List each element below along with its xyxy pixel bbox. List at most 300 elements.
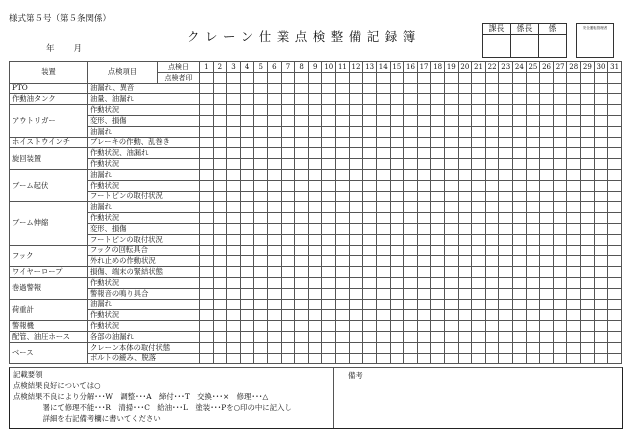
check-cell[interactable]	[281, 202, 295, 213]
check-cell[interactable]	[349, 342, 363, 353]
check-cell[interactable]	[308, 310, 322, 321]
check-cell[interactable]	[417, 115, 431, 126]
inspector-stamp-cell[interactable]	[485, 72, 499, 83]
check-cell[interactable]	[499, 299, 513, 310]
check-cell[interactable]	[240, 245, 254, 256]
check-cell[interactable]	[499, 83, 513, 94]
check-cell[interactable]	[540, 105, 554, 116]
check-cell[interactable]	[254, 267, 268, 278]
check-cell[interactable]	[376, 202, 390, 213]
check-cell[interactable]	[444, 202, 458, 213]
check-cell[interactable]	[308, 299, 322, 310]
check-cell[interactable]	[581, 94, 595, 105]
check-cell[interactable]	[553, 148, 567, 159]
check-cell[interactable]	[308, 223, 322, 234]
check-cell[interactable]	[499, 213, 513, 224]
check-cell[interactable]	[240, 288, 254, 299]
check-cell[interactable]	[567, 331, 581, 342]
check-cell[interactable]	[458, 83, 472, 94]
check-cell[interactable]	[254, 202, 268, 213]
check-cell[interactable]	[594, 169, 608, 180]
check-cell[interactable]	[431, 299, 445, 310]
check-cell[interactable]	[444, 126, 458, 137]
check-cell[interactable]	[308, 245, 322, 256]
check-cell[interactable]	[499, 115, 513, 126]
check-cell[interactable]	[608, 83, 622, 94]
check-cell[interactable]	[594, 137, 608, 148]
check-cell[interactable]	[254, 331, 268, 342]
check-cell[interactable]	[336, 267, 350, 278]
check-cell[interactable]	[404, 234, 418, 245]
check-cell[interactable]	[213, 94, 227, 105]
check-cell[interactable]	[581, 353, 595, 364]
check-cell[interactable]	[200, 267, 214, 278]
check-cell[interactable]	[513, 245, 527, 256]
check-cell[interactable]	[567, 169, 581, 180]
check-cell[interactable]	[404, 353, 418, 364]
check-cell[interactable]	[485, 321, 499, 332]
check-cell[interactable]	[213, 202, 227, 213]
check-cell[interactable]	[295, 213, 309, 224]
check-cell[interactable]	[567, 105, 581, 116]
check-cell[interactable]	[308, 277, 322, 288]
check-cell[interactable]	[254, 353, 268, 364]
check-cell[interactable]	[608, 105, 622, 116]
check-cell[interactable]	[444, 234, 458, 245]
check-cell[interactable]	[308, 256, 322, 267]
check-cell[interactable]	[281, 321, 295, 332]
check-cell[interactable]	[404, 213, 418, 224]
check-cell[interactable]	[376, 267, 390, 278]
check-cell[interactable]	[254, 169, 268, 180]
check-cell[interactable]	[268, 299, 282, 310]
check-cell[interactable]	[213, 169, 227, 180]
check-cell[interactable]	[336, 126, 350, 137]
check-cell[interactable]	[213, 213, 227, 224]
check-cell[interactable]	[540, 288, 554, 299]
inspector-stamp-cell[interactable]	[322, 72, 336, 83]
check-cell[interactable]	[213, 137, 227, 148]
check-cell[interactable]	[594, 331, 608, 342]
check-cell[interactable]	[227, 83, 241, 94]
check-cell[interactable]	[431, 94, 445, 105]
check-cell[interactable]	[404, 321, 418, 332]
check-cell[interactable]	[472, 105, 486, 116]
check-cell[interactable]	[444, 148, 458, 159]
check-cell[interactable]	[268, 137, 282, 148]
check-cell[interactable]	[540, 202, 554, 213]
check-cell[interactable]	[349, 180, 363, 191]
check-cell[interactable]	[213, 148, 227, 159]
stamp-cell-subsection-chief[interactable]	[511, 35, 539, 58]
check-cell[interactable]	[431, 256, 445, 267]
check-cell[interactable]	[254, 115, 268, 126]
check-cell[interactable]	[336, 148, 350, 159]
check-cell[interactable]	[376, 159, 390, 170]
check-cell[interactable]	[431, 342, 445, 353]
check-cell[interactable]	[417, 299, 431, 310]
inspector-stamp-cell[interactable]	[349, 72, 363, 83]
check-cell[interactable]	[431, 213, 445, 224]
check-cell[interactable]	[472, 310, 486, 321]
check-cell[interactable]	[458, 202, 472, 213]
check-cell[interactable]	[404, 310, 418, 321]
check-cell[interactable]	[349, 169, 363, 180]
check-cell[interactable]	[417, 353, 431, 364]
check-cell[interactable]	[336, 159, 350, 170]
check-cell[interactable]	[431, 288, 445, 299]
check-cell[interactable]	[594, 288, 608, 299]
check-cell[interactable]	[376, 148, 390, 159]
check-cell[interactable]	[213, 159, 227, 170]
check-cell[interactable]	[513, 148, 527, 159]
inspector-stamp-cell[interactable]	[376, 72, 390, 83]
check-cell[interactable]	[308, 353, 322, 364]
check-cell[interactable]	[363, 342, 377, 353]
check-cell[interactable]	[513, 331, 527, 342]
check-cell[interactable]	[458, 331, 472, 342]
check-cell[interactable]	[308, 213, 322, 224]
check-cell[interactable]	[567, 148, 581, 159]
check-cell[interactable]	[240, 310, 254, 321]
check-cell[interactable]	[268, 83, 282, 94]
check-cell[interactable]	[513, 180, 527, 191]
check-cell[interactable]	[608, 191, 622, 202]
check-cell[interactable]	[254, 148, 268, 159]
check-cell[interactable]	[295, 191, 309, 202]
check-cell[interactable]	[349, 94, 363, 105]
check-cell[interactable]	[608, 148, 622, 159]
check-cell[interactable]	[553, 310, 567, 321]
check-cell[interactable]	[485, 191, 499, 202]
check-cell[interactable]	[281, 310, 295, 321]
check-cell[interactable]	[526, 310, 540, 321]
check-cell[interactable]	[336, 277, 350, 288]
check-cell[interactable]	[404, 342, 418, 353]
check-cell[interactable]	[376, 342, 390, 353]
check-cell[interactable]	[404, 94, 418, 105]
check-cell[interactable]	[363, 105, 377, 116]
check-cell[interactable]	[567, 245, 581, 256]
check-cell[interactable]	[200, 137, 214, 148]
check-cell[interactable]	[281, 234, 295, 245]
check-cell[interactable]	[594, 105, 608, 116]
stamp-cell-section-chief[interactable]	[483, 35, 511, 58]
check-cell[interactable]	[594, 148, 608, 159]
check-cell[interactable]	[227, 310, 241, 321]
check-cell[interactable]	[444, 331, 458, 342]
check-cell[interactable]	[336, 223, 350, 234]
check-cell[interactable]	[499, 310, 513, 321]
check-cell[interactable]	[553, 223, 567, 234]
check-cell[interactable]	[268, 342, 282, 353]
check-cell[interactable]	[526, 331, 540, 342]
check-cell[interactable]	[513, 83, 527, 94]
check-cell[interactable]	[444, 256, 458, 267]
check-cell[interactable]	[472, 94, 486, 105]
check-cell[interactable]	[349, 256, 363, 267]
check-cell[interactable]	[485, 126, 499, 137]
check-cell[interactable]	[472, 202, 486, 213]
check-cell[interactable]	[594, 245, 608, 256]
check-cell[interactable]	[213, 223, 227, 234]
check-cell[interactable]	[240, 267, 254, 278]
check-cell[interactable]	[200, 245, 214, 256]
check-cell[interactable]	[322, 83, 336, 94]
check-cell[interactable]	[213, 310, 227, 321]
check-cell[interactable]	[349, 310, 363, 321]
check-cell[interactable]	[390, 169, 404, 180]
check-cell[interactable]	[513, 94, 527, 105]
check-cell[interactable]	[417, 331, 431, 342]
check-cell[interactable]	[363, 159, 377, 170]
check-cell[interactable]	[526, 148, 540, 159]
check-cell[interactable]	[308, 115, 322, 126]
check-cell[interactable]	[567, 310, 581, 321]
check-cell[interactable]	[336, 191, 350, 202]
check-cell[interactable]	[581, 321, 595, 332]
check-cell[interactable]	[336, 256, 350, 267]
check-cell[interactable]	[540, 126, 554, 137]
check-cell[interactable]	[458, 115, 472, 126]
check-cell[interactable]	[567, 321, 581, 332]
check-cell[interactable]	[390, 288, 404, 299]
check-cell[interactable]	[594, 94, 608, 105]
check-cell[interactable]	[240, 331, 254, 342]
check-cell[interactable]	[308, 191, 322, 202]
check-cell[interactable]	[363, 223, 377, 234]
check-cell[interactable]	[513, 159, 527, 170]
check-cell[interactable]	[608, 256, 622, 267]
check-cell[interactable]	[322, 213, 336, 224]
check-cell[interactable]	[322, 299, 336, 310]
check-cell[interactable]	[567, 256, 581, 267]
check-cell[interactable]	[431, 245, 445, 256]
check-cell[interactable]	[499, 180, 513, 191]
check-cell[interactable]	[458, 245, 472, 256]
check-cell[interactable]	[472, 115, 486, 126]
check-cell[interactable]	[567, 202, 581, 213]
check-cell[interactable]	[485, 310, 499, 321]
check-cell[interactable]	[553, 126, 567, 137]
check-cell[interactable]	[472, 342, 486, 353]
check-cell[interactable]	[254, 310, 268, 321]
check-cell[interactable]	[349, 353, 363, 364]
check-cell[interactable]	[363, 94, 377, 105]
check-cell[interactable]	[594, 310, 608, 321]
check-cell[interactable]	[240, 180, 254, 191]
check-cell[interactable]	[268, 159, 282, 170]
check-cell[interactable]	[417, 159, 431, 170]
check-cell[interactable]	[431, 159, 445, 170]
check-cell[interactable]	[472, 256, 486, 267]
check-cell[interactable]	[431, 126, 445, 137]
inspector-stamp-cell[interactable]	[281, 72, 295, 83]
check-cell[interactable]	[390, 321, 404, 332]
check-cell[interactable]	[281, 191, 295, 202]
check-cell[interactable]	[526, 137, 540, 148]
check-cell[interactable]	[404, 126, 418, 137]
check-cell[interactable]	[200, 223, 214, 234]
check-cell[interactable]	[281, 159, 295, 170]
check-cell[interactable]	[254, 213, 268, 224]
check-cell[interactable]	[254, 342, 268, 353]
check-cell[interactable]	[472, 180, 486, 191]
check-cell[interactable]	[322, 191, 336, 202]
check-cell[interactable]	[472, 245, 486, 256]
check-cell[interactable]	[349, 105, 363, 116]
safety-supervisor-stamp-box[interactable]	[576, 23, 614, 58]
check-cell[interactable]	[308, 169, 322, 180]
check-cell[interactable]	[485, 137, 499, 148]
check-cell[interactable]	[581, 267, 595, 278]
check-cell[interactable]	[308, 94, 322, 105]
check-cell[interactable]	[526, 213, 540, 224]
check-cell[interactable]	[444, 321, 458, 332]
check-cell[interactable]	[363, 234, 377, 245]
check-cell[interactable]	[499, 94, 513, 105]
check-cell[interactable]	[295, 245, 309, 256]
check-cell[interactable]	[499, 126, 513, 137]
check-cell[interactable]	[200, 353, 214, 364]
check-cell[interactable]	[540, 169, 554, 180]
check-cell[interactable]	[513, 267, 527, 278]
check-cell[interactable]	[295, 277, 309, 288]
check-cell[interactable]	[200, 310, 214, 321]
check-cell[interactable]	[240, 342, 254, 353]
check-cell[interactable]	[200, 159, 214, 170]
check-cell[interactable]	[540, 94, 554, 105]
check-cell[interactable]	[540, 180, 554, 191]
check-cell[interactable]	[485, 169, 499, 180]
check-cell[interactable]	[213, 234, 227, 245]
check-cell[interactable]	[295, 169, 309, 180]
check-cell[interactable]	[363, 83, 377, 94]
check-cell[interactable]	[213, 245, 227, 256]
check-cell[interactable]	[268, 310, 282, 321]
check-cell[interactable]	[308, 180, 322, 191]
check-cell[interactable]	[553, 115, 567, 126]
check-cell[interactable]	[227, 277, 241, 288]
check-cell[interactable]	[349, 191, 363, 202]
check-cell[interactable]	[376, 310, 390, 321]
check-cell[interactable]	[513, 310, 527, 321]
check-cell[interactable]	[567, 159, 581, 170]
check-cell[interactable]	[227, 202, 241, 213]
check-cell[interactable]	[540, 223, 554, 234]
check-cell[interactable]	[513, 115, 527, 126]
check-cell[interactable]	[200, 213, 214, 224]
check-cell[interactable]	[499, 223, 513, 234]
check-cell[interactable]	[200, 169, 214, 180]
check-cell[interactable]	[485, 342, 499, 353]
check-cell[interactable]	[295, 180, 309, 191]
check-cell[interactable]	[336, 202, 350, 213]
check-cell[interactable]	[458, 342, 472, 353]
check-cell[interactable]	[553, 277, 567, 288]
check-cell[interactable]	[349, 159, 363, 170]
check-cell[interactable]	[200, 105, 214, 116]
check-cell[interactable]	[227, 245, 241, 256]
check-cell[interactable]	[553, 202, 567, 213]
check-cell[interactable]	[336, 353, 350, 364]
check-cell[interactable]	[227, 126, 241, 137]
check-cell[interactable]	[295, 353, 309, 364]
check-cell[interactable]	[553, 288, 567, 299]
check-cell[interactable]	[227, 191, 241, 202]
check-cell[interactable]	[376, 299, 390, 310]
inspector-stamp-cell[interactable]	[417, 72, 431, 83]
check-cell[interactable]	[268, 115, 282, 126]
check-cell[interactable]	[458, 288, 472, 299]
check-cell[interactable]	[526, 126, 540, 137]
check-cell[interactable]	[444, 245, 458, 256]
inspector-stamp-cell[interactable]	[404, 72, 418, 83]
check-cell[interactable]	[349, 245, 363, 256]
check-cell[interactable]	[431, 105, 445, 116]
check-cell[interactable]	[240, 277, 254, 288]
check-cell[interactable]	[431, 321, 445, 332]
check-cell[interactable]	[472, 83, 486, 94]
check-cell[interactable]	[513, 234, 527, 245]
check-cell[interactable]	[472, 191, 486, 202]
check-cell[interactable]	[526, 180, 540, 191]
check-cell[interactable]	[240, 137, 254, 148]
check-cell[interactable]	[513, 223, 527, 234]
check-cell[interactable]	[608, 202, 622, 213]
check-cell[interactable]	[594, 256, 608, 267]
inspector-stamp-cell[interactable]	[581, 72, 595, 83]
check-cell[interactable]	[240, 321, 254, 332]
check-cell[interactable]	[336, 180, 350, 191]
check-cell[interactable]	[540, 353, 554, 364]
check-cell[interactable]	[553, 245, 567, 256]
check-cell[interactable]	[404, 299, 418, 310]
check-cell[interactable]	[499, 288, 513, 299]
check-cell[interactable]	[254, 126, 268, 137]
check-cell[interactable]	[513, 126, 527, 137]
check-cell[interactable]	[268, 180, 282, 191]
check-cell[interactable]	[404, 202, 418, 213]
check-cell[interactable]	[363, 213, 377, 224]
check-cell[interactable]	[213, 321, 227, 332]
check-cell[interactable]	[526, 202, 540, 213]
check-cell[interactable]	[581, 256, 595, 267]
check-cell[interactable]	[567, 223, 581, 234]
check-cell[interactable]	[553, 267, 567, 278]
check-cell[interactable]	[376, 94, 390, 105]
check-cell[interactable]	[444, 288, 458, 299]
check-cell[interactable]	[322, 245, 336, 256]
check-cell[interactable]	[390, 256, 404, 267]
check-cell[interactable]	[336, 169, 350, 180]
check-cell[interactable]	[322, 277, 336, 288]
check-cell[interactable]	[349, 126, 363, 137]
check-cell[interactable]	[553, 331, 567, 342]
check-cell[interactable]	[295, 321, 309, 332]
check-cell[interactable]	[444, 83, 458, 94]
check-cell[interactable]	[268, 169, 282, 180]
check-cell[interactable]	[390, 299, 404, 310]
inspector-stamp-cell[interactable]	[472, 72, 486, 83]
check-cell[interactable]	[295, 256, 309, 267]
check-cell[interactable]	[444, 94, 458, 105]
check-cell[interactable]	[200, 342, 214, 353]
check-cell[interactable]	[281, 94, 295, 105]
check-cell[interactable]	[200, 321, 214, 332]
check-cell[interactable]	[417, 148, 431, 159]
check-cell[interactable]	[417, 234, 431, 245]
